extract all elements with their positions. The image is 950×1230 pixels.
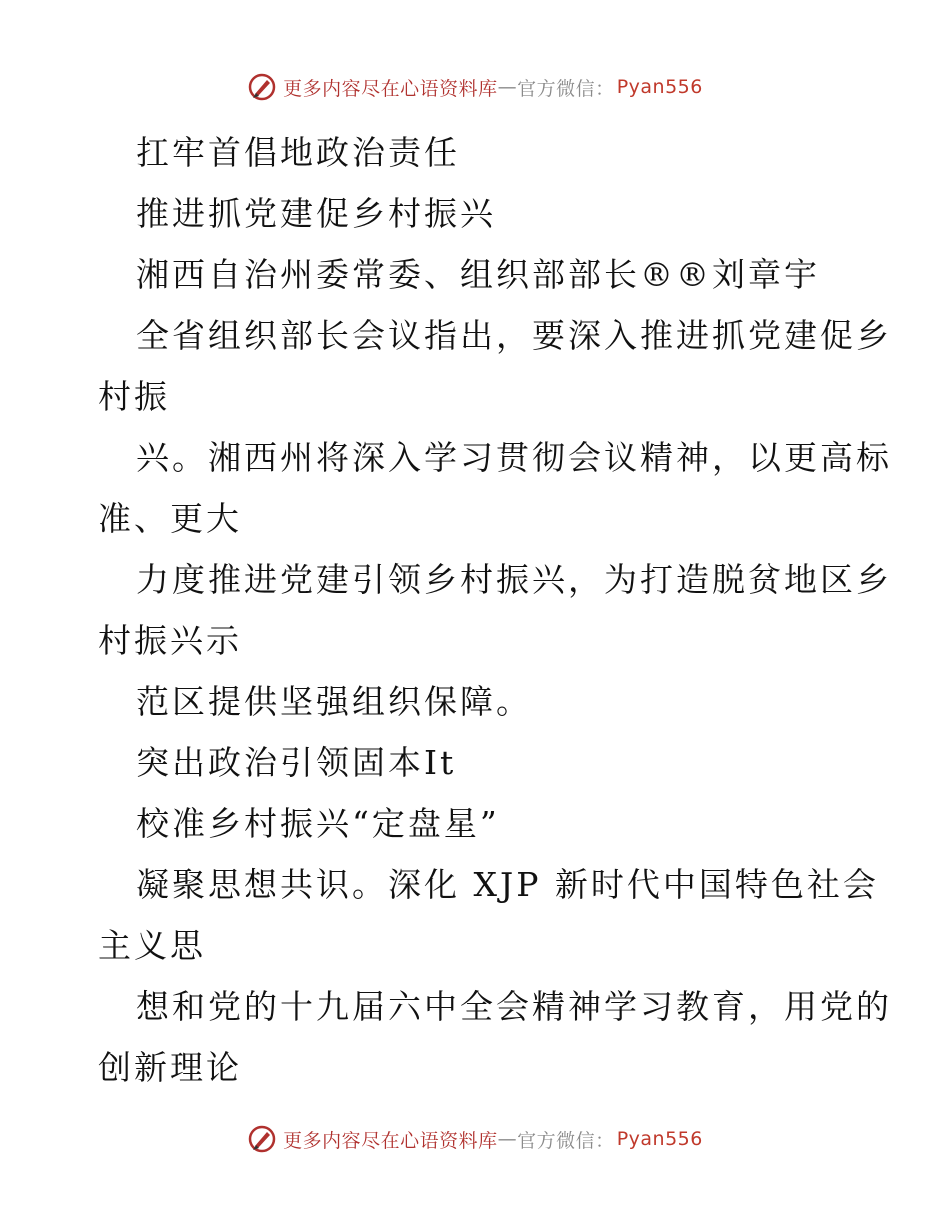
doc-line: 主义思 (98, 926, 206, 965)
doc-line: 想和党的十九届六中全会精神学习教育，用党的 (136, 987, 892, 1026)
document-body (98, 122, 892, 1098)
doc-line: 兴。湘西州将深入学习贯彻会议精神，以更高标 (136, 438, 892, 477)
doc-line: 校准乡村振兴“定盘星” (136, 804, 500, 843)
doc-line: 全省组织部长会议指出，要深入推进抓党建促乡 (136, 316, 892, 355)
doc-line: 创新理论 (98, 1048, 242, 1087)
header-banner (0, 72, 950, 102)
banner-dash: — (497, 1128, 518, 1150)
banner-wechat-label: 官方微信： (517, 77, 615, 100)
doc-line: 凝聚思想共识。深化 XJP 新时代中国特色社会 (136, 865, 879, 904)
doc-line: 力度推进党建引领乡村振兴，为打造脱贫地区乡 (136, 560, 892, 599)
banner-wechat-label: 官方微信： (517, 1129, 615, 1152)
doc-line: 村振兴示 (98, 621, 242, 660)
pen-logo-icon (247, 72, 277, 102)
doc-line: 湘西自治州委常委、组织部部长®®刘章宇 (136, 255, 820, 294)
banner-dash: — (497, 76, 518, 98)
banner-brand: 更多内容尽在心语资料库 (283, 77, 498, 100)
banner-brand: 更多内容尽在心语资料库 (283, 1129, 498, 1152)
doc-line: 扛牢首倡地政治责任 (136, 133, 460, 172)
doc-line: 村振 (98, 377, 170, 416)
doc-line: 突出政治引领固本It (136, 743, 457, 782)
footer-banner (0, 1124, 950, 1154)
banner-account: Pyan556 (616, 1128, 703, 1150)
doc-line: 推进抓党建促乡村振兴 (136, 194, 496, 233)
doc-line: 范区提供坚强组织保障。 (136, 682, 532, 721)
pen-logo-icon (247, 1124, 277, 1154)
doc-line: 准、更大 (98, 499, 242, 538)
banner-account: Pyan556 (616, 76, 703, 98)
